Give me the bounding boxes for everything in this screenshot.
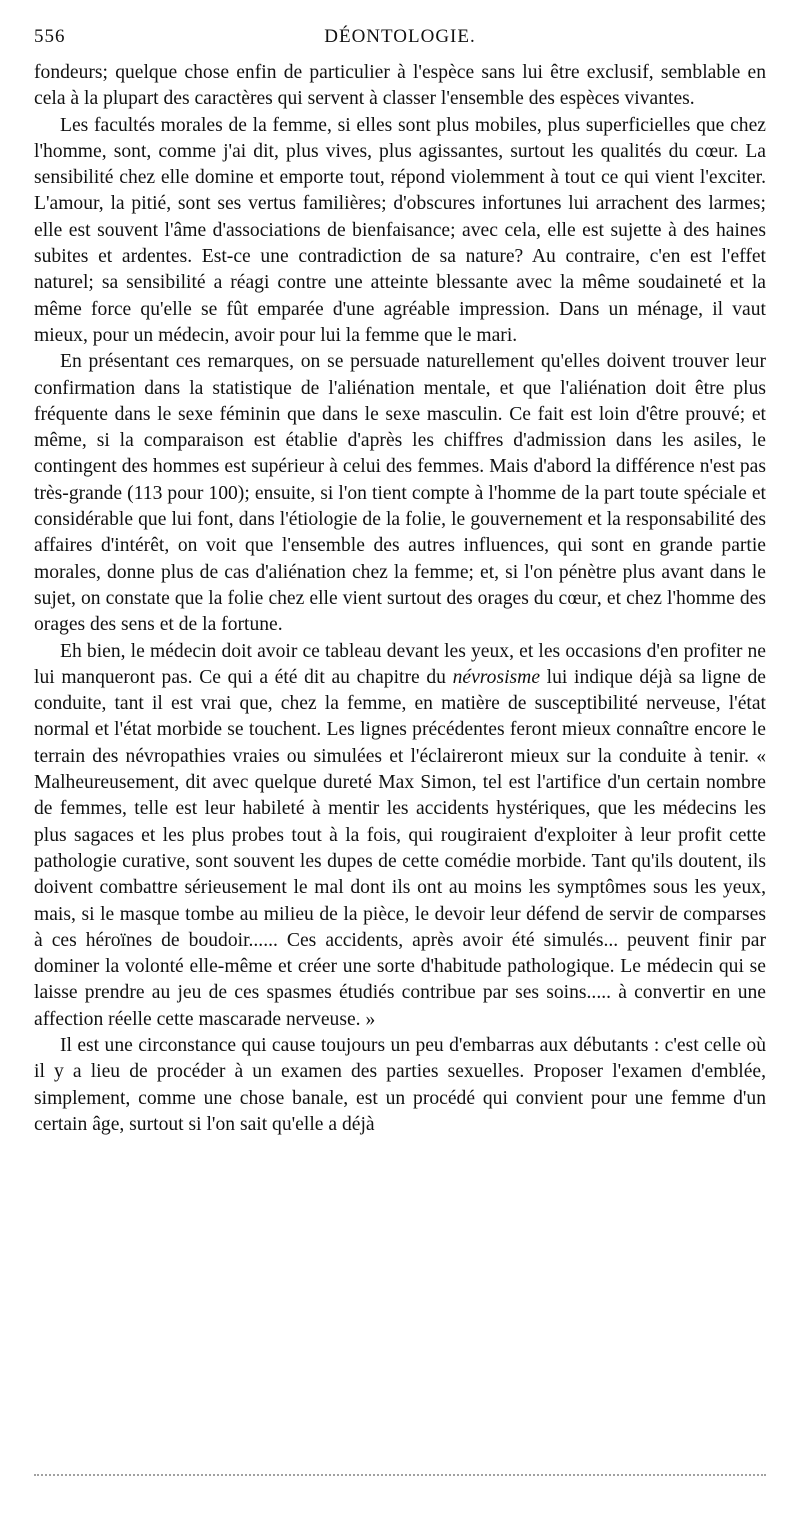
paragraph-text-after: lui indique déjà sa ligne de conduite, tant il est vrai que, chez la femme, en matière de susceptibilité nerveuse, l'état normal et l'état morbide se touchent. Les lignes précédentes feront mieux connaître encore le terrain des névropathies vraies ou simulées et l'éclaireront mieux sur la conduite à tenir. « Malheureusement, dit avec quelque dureté Max Simon, tel est l'artifice d'un certain nombre de femmes, telle est leur habileté à mentir les accidents hystériques, que les médecins les plus sagaces et les plus probes tout à la fois, qui rougiraient d'exploiter à leur profit cette pathologie curative, sont souvent les dupes de cette comédie morbide. Tant qu'ils doutent, ils doivent combattre sérieusement le mal dont ils ont au moins les symptômes sous les yeux, mais, si le masque tombe au milieu de la pièce, le devoir leur défend de servir de comparses à ces héroïnes de boudoir...... Ces accidents, après avoir été simulés... peuvent finir par dominer la volonté elle-même et créer une sorte d'habitude pathologique. Le médecin qui se laisse prendre au jeu de ces spasmes étudiés contribue par ses soins..... à convertir en une affection réelle cette mascarade nerveuse. »	[34, 666, 766, 1030]
paragraph-alienation-statistics: En présentant ces remarques, on se persuade naturellement qu'elles doivent trouver leur confirmation dans la statistique de l'aliénation mentale, et que l'aliénation doit être plus fréquente dans le sexe féminin que dans le sexe masculin. Ce fait est loin d'être prouvé; et même, si la comparaison est établie d'après les chiffres d'admission dans les asiles, le contingent des hommes est supérieur à celui des femmes. Mais d'abord la différence n'est pas très-grande (113 pour 100); ensuite, si l'on tient compte à l'homme de la part toute spéciale et considérable que lui font, dans l'étiologie de la folie, le gouvernement et la responsabilité des affaires d'intérêt, on voit que l'ensemble des autres influences, qui sont en grande partie morales, donne plus de cas d'aliénation chez la femme; et, si l'on pénètre plus avant dans le sujet, on constate que la folie chez elle vient surtout des orages du cœur, et chez l'homme des orages des sens et de la fortune.	[34, 351, 766, 636]
paragraph-text-before: Eh bien, le médecin doit avoir ce tableau devant les yeux, et les occasions d'en profiter ne lui manqueront pas. Ce qui a été dit au chapitre du	[34, 640, 766, 688]
body-text	[34, 60, 766, 1138]
bottom-rule	[34, 1474, 766, 1476]
paragraph-examination: Il est une circonstance qui cause toujours un peu d'embarras aux débutants : c'est celle où il y a lieu de procéder à un examen des parties sexuelles. Proposer l'examen d'emblée, simplement, comme une chose banale, est un procédé qui convient pour une femme d'un certain âge, surtout si l'on sait qu'elle a déjà	[34, 1034, 766, 1135]
page-number: 556	[34, 26, 66, 47]
paragraph-moral-faculties: Les facultés morales de la femme, si elles sont plus mobiles, plus superficielles que chez l'homme, sont, comme j'ai dit, plus vives, plus agissantes, surtout les qualités du cœur. La sensibilité chez elle domine et emporte tout, répond violemment à tout ce qui vient l'exciter. L'amour, la pitié, sont ses vertus familières; d'obscures infortunes lui arrachent des larmes; elle est souvent l'âme d'associations de bienfaisance; avec cela, elle est sujette à des haines subites et ardentes. Est-ce une contradiction de sa nature? Au contraire, c'en est l'effet naturel; sa sensibilité a réagi contre une atteinte blessante avec la même soudaineté et la même force qu'elle se fût emparée d'une agréable impression. Dans un ménage, il vaut mieux, pour un médecin, avoir pour lui la femme que le mari.	[34, 114, 766, 346]
running-title: DÉONTOLOGIE.	[324, 26, 476, 47]
page-header	[34, 26, 766, 52]
italic-term: névrosisme	[452, 666, 541, 688]
paragraph-continued: fondeurs; quelque chose enfin de particulier à l'espèce sans lui être exclusif, semblable en cela à la plupart des caractères qui servent à classer l'ensemble des espèces vivantes.	[34, 62, 766, 110]
paragraph-max-simon-quote	[34, 639, 766, 1033]
